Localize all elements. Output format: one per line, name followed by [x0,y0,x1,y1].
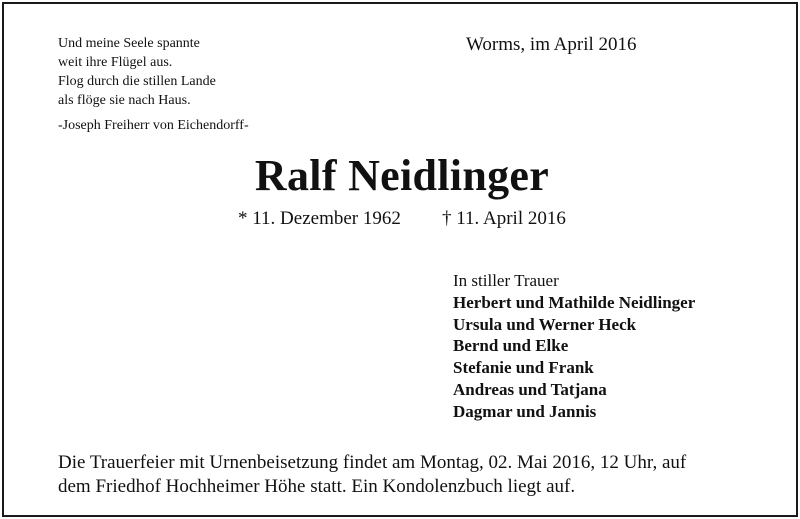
funeral-notice [58,451,686,499]
mourning-intro: In stiller Trauer [453,271,559,290]
mourner-family: Ursula und Werner Heck [453,314,637,334]
deceased-name: Ralf Neidlinger [254,151,550,200]
mourner-family: Herbert und Mathilde Neidlinger [453,292,696,312]
poem-line: Und meine Seele spannte [58,36,200,51]
mourners-list [453,270,695,423]
poem-line: weit ihre Flügel aus. [58,55,173,70]
mourner-family: Stefanie und Frank [453,358,594,378]
poem-quote [58,34,216,110]
place-date: Worms, im April 2016 [466,34,637,55]
mourner-family: Andreas und Tatjana [453,379,607,399]
birth-date: * 11. Dezember 1962 [238,208,401,229]
obituary-notice [2,2,798,517]
mourner-family: Bernd und Elke [453,336,569,356]
death-date: † 11. April 2016 [442,208,566,229]
poem-line: Flog durch die stillen Lande [58,74,216,89]
poem-line: als flöge sie nach Haus. [58,93,191,108]
funeral-notice-line: Die Trauerfeier mit Urnenbeisetzung findet am Montag, 02. Mai 2016, 12 Uhr, auf [58,452,687,473]
mourner-family: Dagmar und Jannis [453,401,597,421]
funeral-notice-line: dem Friedhof Hochheimer Höhe statt. Ein Kondolenzbuch liegt auf. [58,476,576,497]
poem-attribution: -Joseph Freiherr von Eichendorff- [58,118,249,133]
